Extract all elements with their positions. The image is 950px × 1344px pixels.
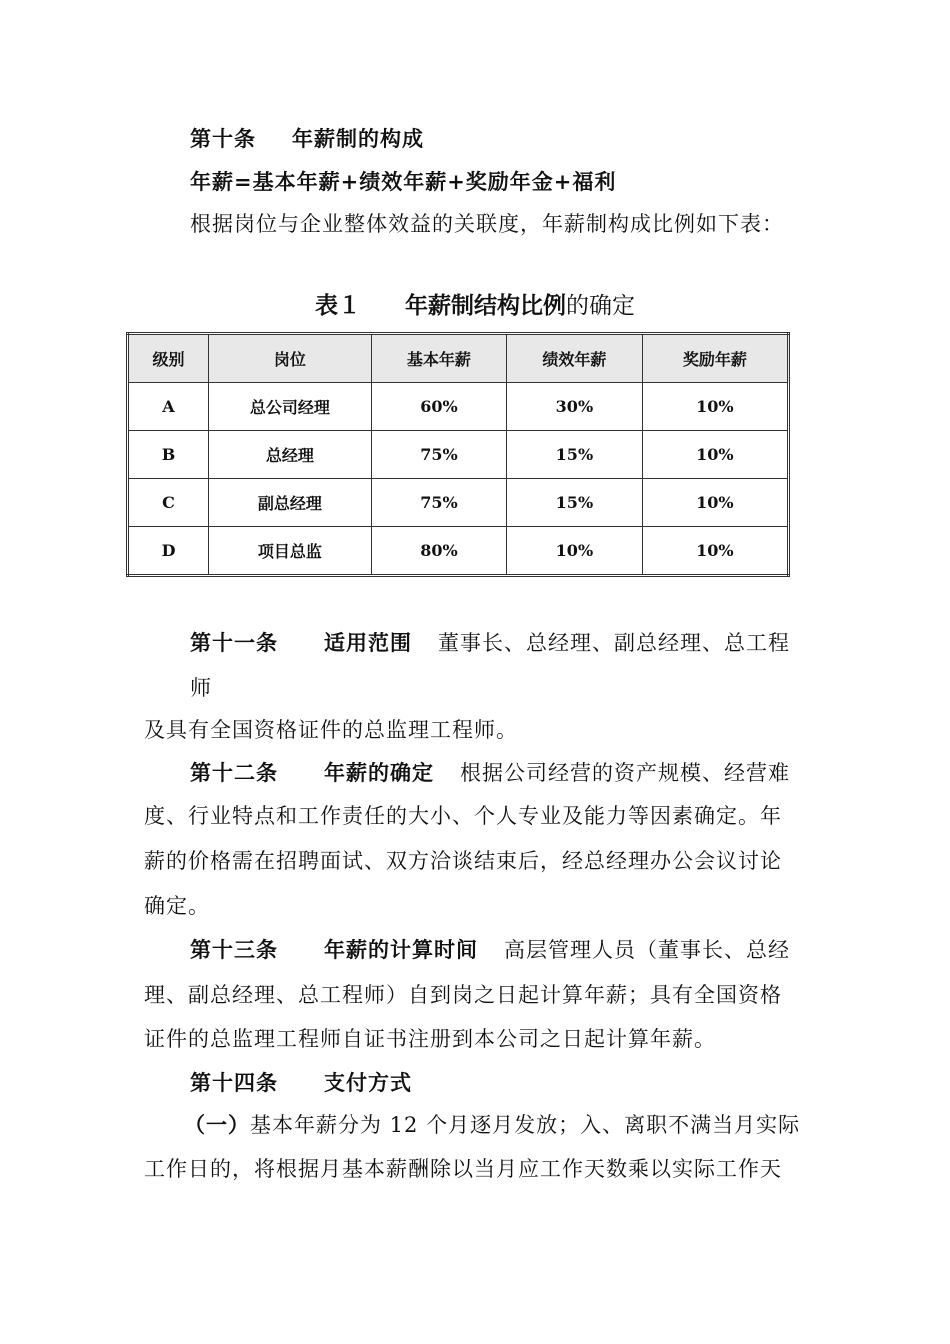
cell-position: 总公司经理: [209, 383, 372, 431]
header-level: 级别: [128, 334, 209, 383]
article11-line2: 师: [190, 676, 212, 700]
cell-level: C: [128, 479, 209, 527]
cell-position: 副总经理: [209, 479, 372, 527]
cell-performance: 15%: [507, 479, 642, 527]
article12-heading: 第十二条: [190, 760, 278, 785]
table-row: [128, 479, 789, 527]
article14-item1-text1: 基本年薪分为 12 个月逐月发放；入、离职不满当月实际: [250, 1113, 801, 1137]
table-row: [128, 431, 789, 479]
cell-level: D: [128, 527, 209, 576]
article13-line3: 证件的总监理工程师自证书注册到本公司之日起计算年薪。: [144, 1027, 716, 1051]
article14-title: 支付方式: [324, 1070, 412, 1095]
cell-performance: 30%: [507, 383, 642, 431]
article14-heading: 第十四条: [190, 1070, 278, 1095]
table-caption-number: 表１: [315, 292, 361, 319]
header-position: 岗位: [209, 334, 372, 383]
cell-base: 80%: [371, 527, 506, 576]
cell-bonus: 10%: [642, 383, 788, 431]
cell-base: 60%: [371, 383, 506, 431]
article11-title: 适用范围: [324, 630, 412, 655]
article13-title: 年薪的计算时间: [324, 937, 478, 962]
cell-base: 75%: [371, 431, 506, 479]
cell-level: B: [128, 431, 209, 479]
article14-item1-label: （一）: [184, 1112, 250, 1137]
article14-item1-line2: 工作日的，将根据月基本薪酬除以当月应工作天数乘以实际工作天: [144, 1157, 782, 1181]
article10-intro: 根据岗位与企业整体效益的关联度，年薪制构成比例如下表：: [190, 212, 784, 236]
table-row: [128, 383, 789, 431]
cell-base: 75%: [371, 479, 506, 527]
article13-line1: [190, 935, 790, 965]
article12-line2: 度、行业特点和工作责任的大小、个人专业及能力等因素确定。年: [144, 804, 782, 828]
cell-level: A: [128, 383, 209, 431]
article12-text1: 根据公司经营的资产规模、经营难: [460, 761, 790, 785]
article12-title: 年薪的确定: [324, 760, 434, 785]
table-caption-rest: 的确定: [566, 293, 635, 319]
cell-bonus: 10%: [642, 431, 788, 479]
cell-bonus: 10%: [642, 527, 788, 576]
cell-performance: 10%: [507, 527, 642, 576]
article11-text1: 董事长、总经理、副总经理、总工程: [438, 631, 790, 655]
table-header-row: [128, 334, 789, 383]
article12-line3: 薪的价格需在招聘面试、双方洽谈结束后，经总经理办公会议讨论: [144, 849, 782, 873]
article13-heading: 第十三条: [190, 937, 278, 962]
header-performance-salary: 绩效年薪: [507, 334, 642, 383]
cell-bonus: 10%: [642, 479, 788, 527]
article14-item1-line1: [184, 1110, 800, 1140]
article10-title: 年薪制的构成: [292, 126, 424, 151]
article12-line1: [190, 758, 790, 788]
article13-line2: 理、副总经理、总工程师）自到岗之日起计算年薪；具有全国资格: [144, 983, 782, 1007]
table-caption: [0, 290, 950, 322]
header-bonus-salary: 奖励年薪: [642, 334, 788, 383]
salary-ratio-table: [126, 332, 790, 577]
cell-position: 总经理: [209, 431, 372, 479]
article14-line1: [190, 1068, 412, 1098]
article10-title-line: [190, 124, 424, 154]
header-base-salary: 基本年薪: [371, 334, 506, 383]
article13-text1: 高层管理人员（董事长、总经: [504, 938, 790, 962]
table-row: [128, 527, 789, 576]
cell-performance: 15%: [507, 431, 642, 479]
article10-heading: 第十条: [190, 126, 256, 151]
article12-line4: 确定。: [144, 894, 210, 918]
article11-line3: 及具有全国资格证件的总监理工程师。: [144, 718, 518, 742]
salary-formula: 年薪=基本年薪+绩效年薪+奖励年金+福利: [190, 169, 617, 194]
article11-line1: [190, 628, 790, 658]
table-caption-bold: 年薪制结构比例: [405, 292, 566, 319]
cell-position: 项目总监: [209, 527, 372, 576]
article11-heading: 第十一条: [190, 630, 278, 655]
